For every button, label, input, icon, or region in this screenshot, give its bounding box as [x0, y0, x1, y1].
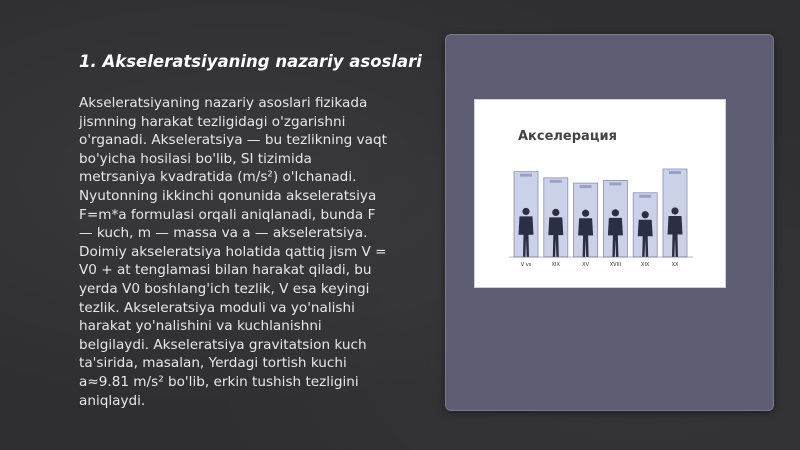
body-line: jismning harakat tezligidagi o'zgarishni: [79, 113, 346, 130]
bar: [544, 178, 568, 257]
bar-tag: [669, 171, 681, 174]
acceleration-illustration: [475, 100, 725, 287]
body-line: bo'yicha hosilasi bo'lib, SI tizimida: [79, 150, 312, 167]
body-line: — kuch, m — massa va a — akseleratsiya.: [79, 225, 368, 242]
body-line: V0 + at tenglamasi bilan harakat qiladi, bu: [79, 262, 372, 279]
bar-tag: [639, 195, 651, 198]
body-line: a≈9.81 m/s² bo'lib, erkin tushish tezligini: [79, 373, 359, 390]
body-line: Doimiy akseleratsiya holatida qattiq jism V =: [79, 243, 387, 260]
body-line: aniqlaydi.: [79, 392, 146, 409]
slide-body-text: [79, 94, 419, 410]
body-line: Nyutonning ikkinchi qonunida akseleratsiya: [79, 187, 377, 204]
bar-label: XIX: [641, 262, 650, 268]
body-line: harakat yo'nalishini va kuchlanishni: [79, 318, 322, 335]
body-line: o'rganadi. Akseleratsiya — bu tezlikning vaqt: [79, 132, 387, 149]
slide-title: 1. Akseleratsiyaning nazariy asoslari: [79, 52, 422, 71]
bar-tag: [609, 182, 621, 185]
bar-tag: [520, 174, 532, 177]
bar-label: XX: [671, 262, 679, 268]
bar-tag: [550, 180, 562, 183]
body-line: ta'sirida, masalan, Yerdagi tortish kuchi: [79, 355, 347, 372]
body-line: yerda V0 boshlang'ich tezlik, V esa keyingi: [79, 280, 370, 297]
body-line: belgilaydi. Akseleratsiya gravitatsion kuch: [79, 336, 367, 353]
bar-label: XIX: [551, 262, 560, 268]
body-line: tezlik. Akseleratsiya moduli va yo'nalishi: [79, 299, 355, 316]
body-line: F=m*a formulasi orqali aniqlanadi, bunda F: [79, 206, 376, 223]
image-title: Акселерация: [518, 129, 617, 144]
body-line: metrsaniya kvadratida (m/s²) o'lchanadi.: [79, 169, 357, 186]
bar-label: XV: [582, 262, 590, 268]
bar-label: V vs: [520, 262, 532, 268]
bar-tag: [580, 185, 592, 188]
body-line: Akseleratsiyaning nazariy asoslari fizikada: [79, 95, 368, 111]
bar-label: XVIII: [609, 262, 622, 268]
acceleration-image: [474, 99, 726, 288]
